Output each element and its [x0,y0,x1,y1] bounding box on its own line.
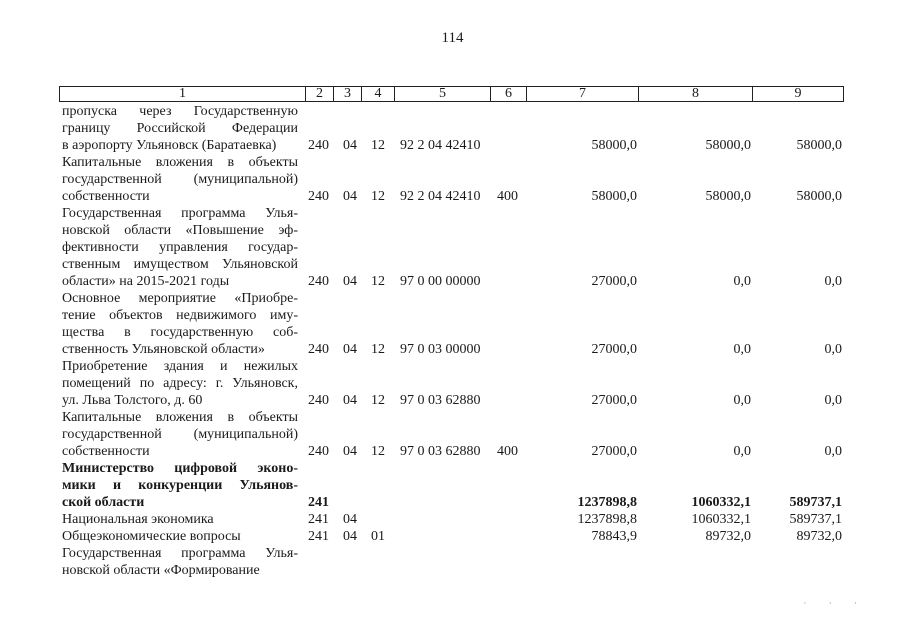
table-row [0,409,905,460]
description-line: границу Российской Федерации [62,121,298,136]
description-line: в аэропорту Ульяновск (Баратаевка) [62,138,277,153]
description-line: ственным имуществом Ульяновской [62,257,298,272]
col-5-target-article: 92 2 04 42410 [400,138,481,153]
table-row [0,528,905,545]
row-description [62,545,298,579]
col-5-target-article: 92 2 04 42410 [400,189,481,204]
col-7-amount: 27000,0 [591,274,637,289]
description-line: Капитальные вложения в объекты [62,410,298,425]
description-line: государственной (муниципальной) [62,427,298,442]
header-col-6: 6 [490,87,526,101]
table-row [0,205,905,290]
row-description [62,103,298,154]
description-line: ственность Ульяновской области» [62,342,265,357]
col-4-subsection: 12 [371,189,385,204]
col-9-amount: 0,0 [824,274,842,289]
description-line: ул. Льва Толстого, д. 60 [62,393,203,408]
col-7-amount: 27000,0 [591,342,637,357]
table-body [0,103,905,579]
col-9-amount: 589737,1 [789,512,842,527]
description-line: пропуска через Государственную [62,104,298,119]
col-7-amount: 58000,0 [591,189,637,204]
description-line: новской области «Повышение эф- [62,223,298,238]
col-5-target-article: 97 0 03 62880 [400,444,481,459]
col-2-code: 240 [308,342,329,357]
table-row [0,358,905,409]
col-7-amount: 1237898,8 [577,495,637,510]
table-row [0,460,905,511]
col-7-amount: 78843,9 [591,529,637,544]
col-4-subsection: 01 [371,529,385,544]
col-6-expense-type: 400 [497,444,518,459]
col-4-subsection: 12 [371,342,385,357]
col-4-subsection: 12 [371,274,385,289]
col-9-amount: 0,0 [824,444,842,459]
col-8-amount: 58000,0 [705,138,751,153]
description-line: мики и конкуренции Ульянов- [62,478,298,493]
col-3-section: 04 [343,444,357,459]
table-row [0,290,905,358]
col-2-code: 241 [308,512,329,527]
col-9-amount: 89732,0 [796,529,842,544]
col-7-amount: 27000,0 [591,444,637,459]
row-description [62,290,298,358]
col-8-amount: 0,0 [733,274,751,289]
col-9-amount: 0,0 [824,342,842,357]
col-3-section: 04 [343,512,357,527]
col-7-amount: 27000,0 [591,393,637,408]
description-line: тение объектов недвижимого иму- [62,308,298,323]
scan-marks: · · · [803,598,867,608]
header-col-3: 3 [333,87,361,101]
header-col-1: 1 [179,86,186,101]
col-7-amount: 58000,0 [591,138,637,153]
table-row [0,103,905,154]
col-8-amount: 0,0 [733,342,751,357]
description-line: помещений по адресу: г. Ульяновск, [62,376,298,391]
col-4-subsection: 12 [371,138,385,153]
col-6-expense-type: 400 [497,189,518,204]
col-4-subsection: 12 [371,393,385,408]
description-line: щества в государственную соб- [62,325,298,340]
description-line: Государственная программа Улья- [62,206,298,221]
col-2-code: 240 [308,444,329,459]
col-2-code: 240 [308,274,329,289]
col-8-amount: 1060332,1 [691,495,751,510]
col-8-amount: 1060332,1 [691,512,751,527]
col-8-amount: 0,0 [733,444,751,459]
col-2-code: 241 [308,529,329,544]
col-8-amount: 58000,0 [705,189,751,204]
col-7-amount: 1237898,8 [577,512,637,527]
col-2-code: 240 [308,393,329,408]
col-3-section: 04 [343,342,357,357]
header-col-5: 5 [394,87,490,101]
description-line: области» на 2015-2021 годы [62,274,230,289]
col-2-code: 240 [308,138,329,153]
col-5-target-article: 97 0 00 00000 [400,274,481,289]
col-9-amount: 58000,0 [796,138,842,153]
description-line: Приобретение здания и нежилых [62,359,298,374]
description-line: Капитальные вложения в объекты [62,155,298,170]
table-header-row [59,86,844,102]
header-col-7: 7 [526,87,638,101]
table-row [0,154,905,205]
col-9-amount: 589737,1 [789,495,842,510]
description-line: Министерство цифровой эконо- [62,461,298,476]
row-description [62,460,298,511]
header-col-8: 8 [638,87,752,101]
description-line: Общеэкономические вопросы [62,529,241,544]
description-line: Государственная программа Улья- [62,546,298,561]
row-description [62,409,298,460]
header-col-9: 9 [752,87,843,101]
table-row [0,511,905,528]
row-description [62,154,298,205]
description-line: Национальная экономика [62,512,214,527]
description-line: собственности [62,444,150,459]
col-4-subsection: 12 [371,444,385,459]
header-col-2: 2 [305,87,333,101]
col-5-target-article: 97 0 03 62880 [400,393,481,408]
col-3-section: 04 [343,138,357,153]
table-row [0,545,905,579]
col-2-code: 240 [308,189,329,204]
col-9-amount: 58000,0 [796,189,842,204]
description-line: Основное мероприятие «Приобре- [62,291,298,306]
col-8-amount: 0,0 [733,393,751,408]
col-2-code: 241 [308,495,329,510]
header-col-4: 4 [361,87,394,101]
row-description [62,528,298,545]
row-description [62,205,298,290]
description-line: новской области «Формирование [62,563,260,578]
row-description [62,358,298,409]
description-line: государственной (муниципальной) [62,172,298,187]
page-number: 114 [441,30,464,46]
col-3-section: 04 [343,393,357,408]
description-line: фективности управления государ- [62,240,298,255]
col-3-section: 04 [343,529,357,544]
col-8-amount: 89732,0 [705,529,751,544]
col-5-target-article: 97 0 03 00000 [400,342,481,357]
col-3-section: 04 [343,189,357,204]
col-9-amount: 0,0 [824,393,842,408]
description-line: собственности [62,189,150,204]
col-3-section: 04 [343,274,357,289]
description-line: ской области [62,495,145,510]
row-description [62,511,298,528]
